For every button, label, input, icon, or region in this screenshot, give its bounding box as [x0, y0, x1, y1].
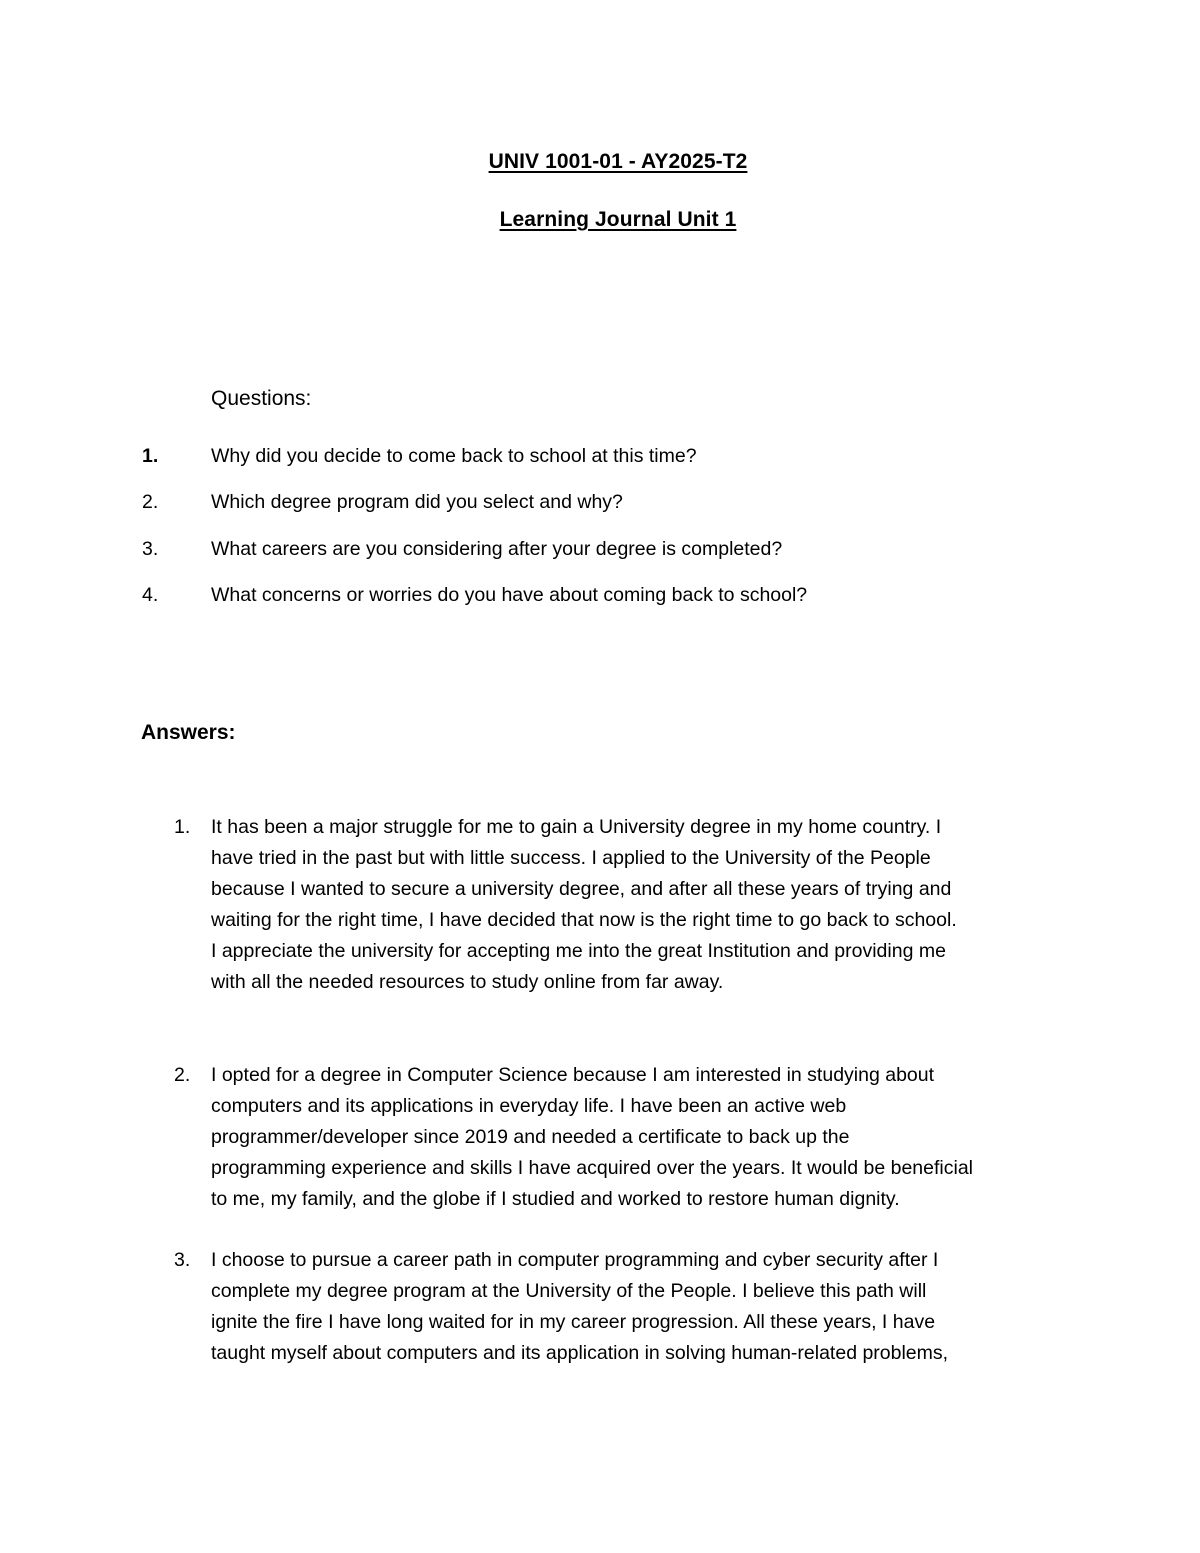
answer-line: programming experience and skills I have acquired over the years. It would be beneficial — [211, 1157, 973, 1179]
answer-line: I choose to pursue a career path in computer programming and cyber security after I — [211, 1249, 939, 1271]
answer-line: It has been a major struggle for me to gain a University degree in my home country. I — [211, 816, 942, 838]
question-text: Why did you decide to come back to school at this time? — [211, 445, 697, 467]
answer-line: taught myself about computers and its application in solving human-related problems, — [211, 1342, 949, 1364]
answer-line: to me, my family, and the globe if I studied and worked to restore human dignity. — [211, 1188, 900, 1210]
answer-text — [211, 812, 1071, 998]
question-text: Which degree program did you select and why? — [211, 491, 623, 513]
answer-number: 1. — [174, 816, 191, 838]
answer-line: complete my degree program at the University of the People. I believe this path will — [211, 1280, 927, 1302]
answer-line: waiting for the right time, I have decided that now is the right time to go back to school. — [211, 909, 957, 931]
answer-line: have tried in the past but with little success. I applied to the University of the People — [211, 847, 931, 869]
questions-heading: Questions: — [211, 387, 312, 410]
answer-line: with all the needed resources to study online from far away. — [211, 971, 724, 993]
answers-heading: Answers: — [141, 721, 236, 744]
answer-text — [211, 1060, 1071, 1215]
answer-number: 3. — [174, 1249, 191, 1271]
question-number: 2. — [142, 491, 159, 513]
answer-line: ignite the fire I have long waited for in my career progression. All these years, I have — [211, 1311, 936, 1333]
question-item — [0, 445, 1200, 473]
question-item — [0, 584, 1200, 612]
answer-line: computers and its applications in everyday life. I have been an active web — [211, 1095, 847, 1117]
course-title: UNIV 1001-01 - AY2025-T2 — [488, 150, 748, 173]
journal-title: Learning Journal Unit 1 — [499, 208, 737, 231]
question-text: What careers are you considering after your degree is completed? — [211, 538, 783, 560]
question-number: 3. — [142, 538, 159, 560]
answer-text — [211, 1245, 1071, 1369]
answer-line: I appreciate the university for accepting me into the great Institution and providing me — [211, 940, 946, 962]
answer-line: I opted for a degree in Computer Science because I am interested in studying about — [211, 1064, 935, 1086]
question-number: 1. — [142, 445, 159, 467]
answer-number: 2. — [174, 1064, 191, 1086]
question-text: What concerns or worries do you have about coming back to school? — [211, 584, 808, 606]
question-item — [0, 538, 1200, 566]
question-item — [0, 491, 1200, 519]
answer-line: because I wanted to secure a university degree, and after all these years of trying and — [211, 878, 952, 900]
question-number: 4. — [142, 584, 159, 606]
answer-line: programmer/developer since 2019 and needed a certificate to back up the — [211, 1126, 850, 1148]
